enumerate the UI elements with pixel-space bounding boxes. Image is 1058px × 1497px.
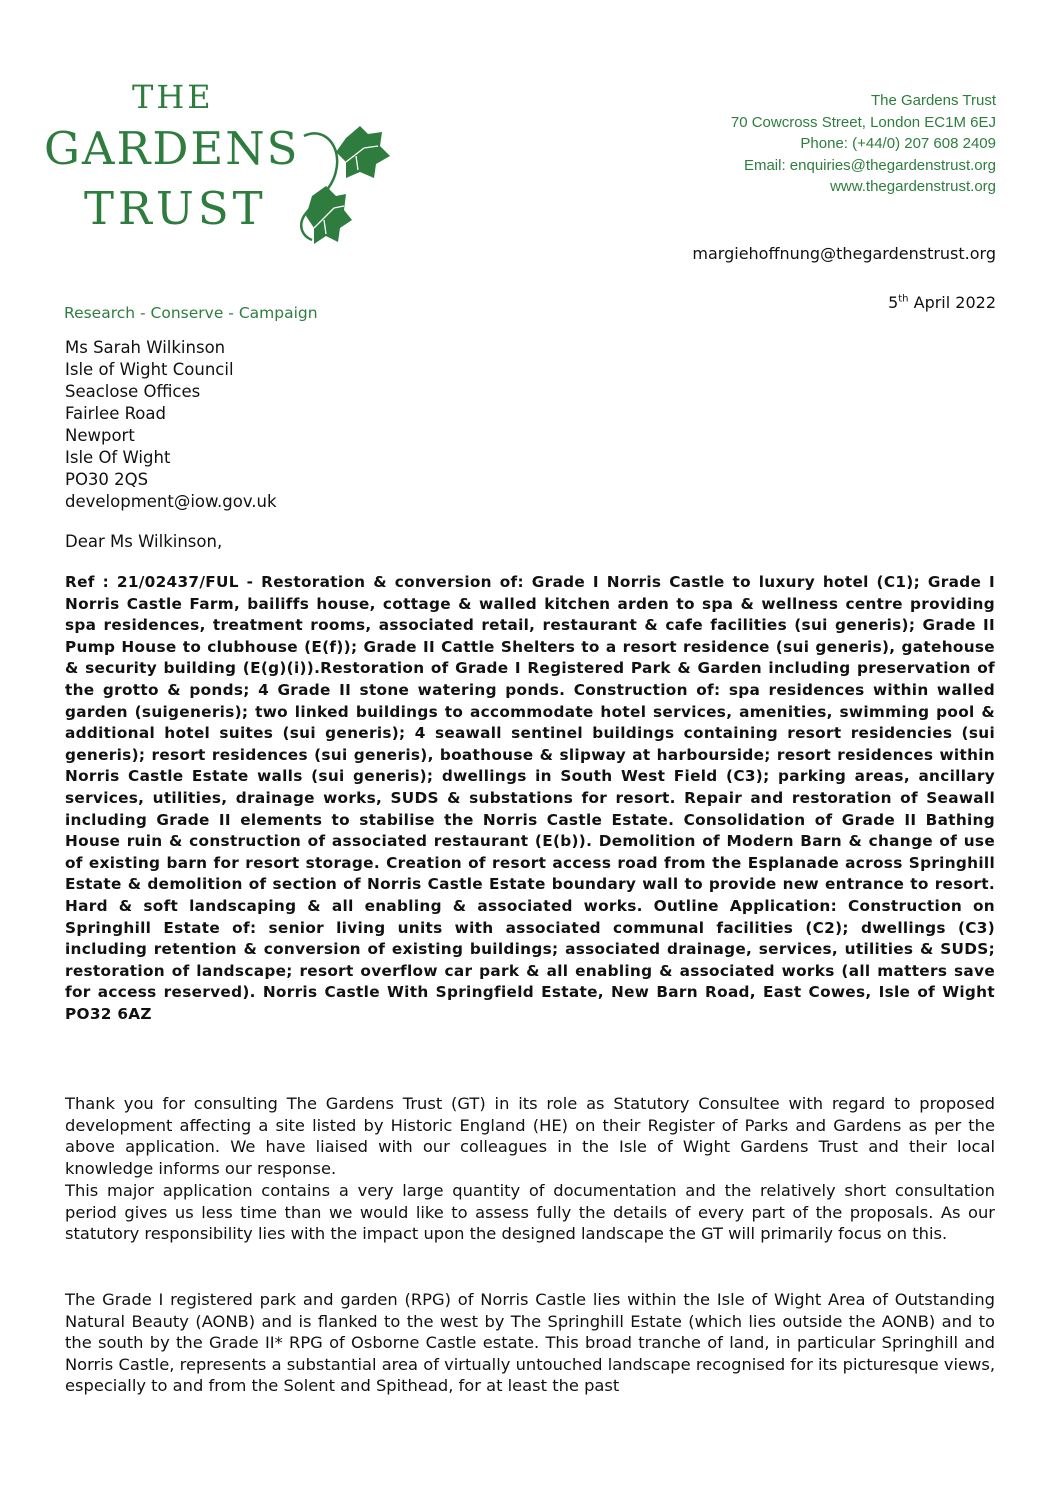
leaf-vine-icon xyxy=(284,116,394,251)
recipient-town: Newport xyxy=(65,426,135,445)
recipient-org: Isle of Wight Council xyxy=(65,360,234,379)
recipient-address xyxy=(65,337,277,513)
logo-line-the: THE xyxy=(132,78,214,116)
logo-line-gardens: GARDENS xyxy=(44,122,300,175)
logo-line-trust: TRUST xyxy=(84,182,267,235)
recipient-email[interactable]: development@iow.gov.uk xyxy=(65,492,277,511)
body-paragraph-3: The Grade I registered park and garden (RPG) of Norris Castle lies within the Isle of Wight Area of Outstanding Natural Beauty (AONB) and is flanked to the west by The Springhill Estate (which lies outside the AONB) and to the south by the Grade II* RPG of Osborne Castle estate. This broad tranche of land, in particular Springhill and Norris Castle, represents a substantial area of virtually untouched landscape recognised for its picturesque views, especially to and from the Solent and Spithead, for at least the past xyxy=(65,1290,995,1396)
contact-org: The Gardens Trust xyxy=(870,92,996,109)
body-paragraph-2: This major application contains a very large quantity of documentation and the relatively short consultation period gives us less time than we would like to assess fully the details of every part of the proposals. As our statutory responsibility lies with the impact upon the designed landscape the GT will primarily focus on this. xyxy=(65,1181,995,1244)
gardens-trust-logo xyxy=(44,78,394,253)
recipient-county: Isle Of Wight xyxy=(65,448,171,467)
tagline: Research - Conserve - Campaign xyxy=(64,304,318,322)
body-paragraph-1: Thank you for consulting The Gardens Trust (GT) in its role as Statutory Consultee with regard to proposed development affecting a site listed by Historic England (HE) on their Register of Parks and Gardens as per the above application. We have liaised with our colleagues in the Isle of Wight Gardens Trust and their local knowledge informs our response. xyxy=(65,1094,995,1178)
reference-paragraph: Ref : 21/02437/FUL - Restoration & conversion of: Grade I Norris Castle to luxury hotel (C1); Grade I Norris Castle Farm, bailiffs house, cottage & walled kitchen arden to spa & wellness centre providing spa residences, treatment rooms, associated retail, restaurant & cafe facilities (sui generis); Grade II Pump House to clubhouse (E(f)); Grade II Cattle Shelters to a resort residence (sui generis), gatehouse & security building (E(g)(i)).Restoration of Grade I Registered Park & Garden including preservation of the grotto & ponds; 4 Grade II stone watering ponds. Construction of: spa residences within walled garden (suigeneris); two linked buildings to accommodate hotel services, amenities, swimming pool & additional hotel suites (sui generis); 4 seawall sentinel buildings containing resort residencies (sui generis); resort residences (sui generis), boathouse & slipway at harbourside; resort residences within Norris Castle Estate walls (sui generis); dwellings in South West Field (C3); parking areas, ancillary services, utilities, drainage works, SUDS & substations for resort. Repair and restoration of Seawall including Grade II elements to stabilise the Norris Castle Estate. Consolidation of Grade II Bathing House ruin & construction of associated restaurant (E(b)). Demolition of Modern Barn & change of use of existing barn for resort storage. Creation of resort access road from the Esplanade across Springhill Estate & demolition of section of Norris Castle Estate boundary wall to provide new entrance to resort. Hard & soft landscaping & all enabling & associated works. Outline Application: Construction on Springhill Estate of: senior living units with associated communal facilities (C2); dwellings (C3) including retention & conversion of existing buildings; associated drainage, services, utilities & SUDS; restoration of landscape; resort overflow car park & all enabling & associated works (all matters save for access reserved). Norris Castle With Springfield Estate, New Barn Road, East Cowes, Isle of Wight PO32 6AZ xyxy=(65,573,995,1023)
recipient-name: Ms Sarah Wilkinson xyxy=(65,338,226,357)
letter-date xyxy=(888,293,996,312)
recipient-postcode: PO30 2QS xyxy=(65,470,149,489)
recipient-line2: Fairlee Road xyxy=(65,404,166,423)
contact-phone: Phone: (+44/0) 207 608 2409 xyxy=(800,135,996,152)
contact-email[interactable]: Email: enquiries@thegardenstrust.org xyxy=(743,156,996,174)
contact-address: 70 Cowcross Street, London EC1M 6EJ xyxy=(730,113,996,131)
date-rest: April 2022 xyxy=(908,293,996,312)
sender-email[interactable]: margiehoffnung@thegardenstrust.org xyxy=(692,244,996,263)
date-suffix: th xyxy=(898,293,909,305)
date-day: 5 xyxy=(888,293,899,312)
recipient-line1: Seaclose Offices xyxy=(65,382,201,401)
salutation: Dear Ms Wilkinson, xyxy=(65,532,223,551)
contact-website[interactable]: www.thegardenstrust.org xyxy=(830,178,996,195)
contact-block xyxy=(731,90,996,198)
